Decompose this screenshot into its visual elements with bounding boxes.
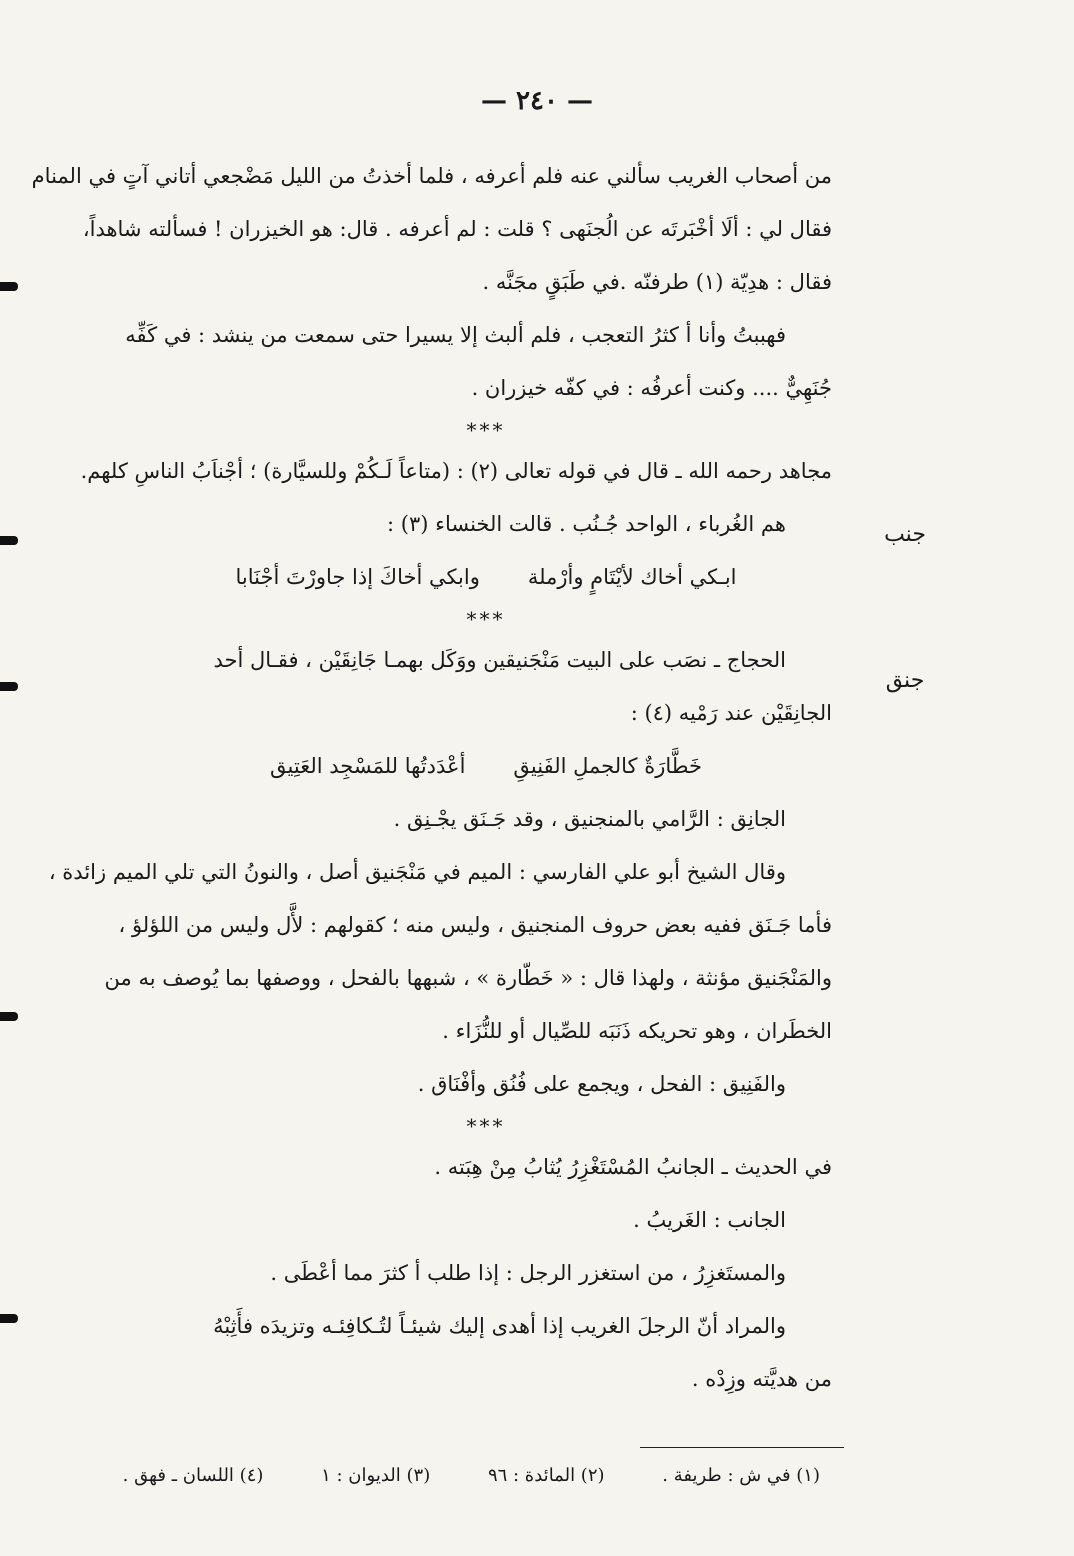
text-line: جُنَهِيٌّ .... وكنت أعرفُه : في كفّه خيزران . xyxy=(471,376,832,400)
section-separator: *** xyxy=(466,418,506,442)
edge-mark xyxy=(0,536,18,545)
text-line: وقال الشيخ أبو علي الفارسي : الميم في مَنْجَنيق أصل ، والنونُ التي تلي الميم زائدة ، xyxy=(48,860,786,884)
footnotes xyxy=(122,1456,820,1496)
margin-word-janaq: جنق xyxy=(885,668,925,693)
verse-line xyxy=(140,740,832,793)
edge-mark xyxy=(0,682,18,691)
page-number: — ٢٤٠ — xyxy=(480,86,594,116)
text-line: من هديَّته وزِدْه . xyxy=(691,1367,832,1391)
footnote-1: (١) في ش : طريفة . xyxy=(662,1465,820,1486)
text-line: في الحديث ـ الجانبُ المُسْتَغْزِرُ يُثابُ مِنْ هِبَته . xyxy=(434,1155,832,1179)
verse-hemistich: وابكي أخاكَ إذا جاورْتَ أجْنَابا xyxy=(235,565,480,589)
edge-mark xyxy=(0,1012,18,1021)
text-line: من أصحاب الغريب سألني عنه فلم أعرفه ، فلما أخذتُ من الليل مَضْجعي أتاني آتٍ في المنام xyxy=(31,164,832,188)
text-line: والمستَغزِرُ ، من استغزر الرجل : إذا طلب أ كثرَ مما أعْطَى . xyxy=(270,1261,786,1285)
margin-word-janab: جنب xyxy=(884,522,926,547)
main-text xyxy=(31,150,832,1406)
text-line: والمراد أنّ الرجلَ الغريب إذا أهدى إليك شيئـاً لتُـكافِئـه وتزيدَه فأَثِبْهُ xyxy=(213,1314,786,1338)
edge-mark xyxy=(0,1314,18,1323)
text-line: فأما جَـنَق ففيه بعض حروف المنجنيق ، وليس منه ؛ كقولهم : لأَّل وليس من اللؤلؤ ، xyxy=(118,913,832,937)
footnote-3: (٣) الديوان : ١ xyxy=(321,1465,431,1486)
text-line: والفَنِيق : الفحل ، ويجمع على فُنُق وأفْنَاق . xyxy=(417,1072,786,1096)
text-line: الخطَران ، وهو تحريكه ذَنَبَه للصِّيال أو للنُّزَاء . xyxy=(442,1019,832,1043)
text-line: والمَنْجَنيق مؤنثة ، ولهذا قال : « خَطّارة » ، شبهها بالفحل ، ووصفها بما يُوصف به من xyxy=(104,966,832,990)
verse-line xyxy=(140,551,832,604)
text-line: الجانِق : الرَّامي بالمنجنيق ، وقد جَـنَق يجْـنِق . xyxy=(393,807,786,831)
section-separator: *** xyxy=(466,1114,506,1138)
verse-hemistich: ابـكي أخاك لأيْتَامٍ وأرْملة xyxy=(527,565,737,589)
text-line: فقال : هدِيّة (١) طرفنّه .في طَبَقٍ مجَنَّه . xyxy=(482,270,832,294)
text-line: هم الغُرباء ، الواحد جُـنُب . قالت الخنساء (٣) : xyxy=(386,512,786,536)
text-line: الجانِقَيْن عند رَمْيه (٤) : xyxy=(630,701,832,725)
text-line: الحجاج ـ نصَب على البيت مَنْجَنيقين ووَكَل بهمـا جَانِقَيْن ، فقـال أحد xyxy=(213,648,786,672)
footnote-divider xyxy=(640,1447,844,1448)
section-separator: *** xyxy=(466,607,506,631)
text-line: فقال لي : ألَا أخْبَرتَه عن الُجنَهى ؟ قلت : لم أعرفه . قال: هو الخيزران ! فسألته شاهداً، xyxy=(82,217,832,241)
text-line: مجاهد رحمه الله ـ قال في قوله تعالى (٢) : (متاعاً لَـكُمْ وللسيَّارة) ؛ أجْناَبُ الناسِ كلهم. xyxy=(80,459,832,483)
text-line: فهببتُ وأنا أ كثرُ التعجب ، فلم ألبث إلا يسيرا حتى سمعت من ينشد : في كَفِّه xyxy=(125,323,786,347)
verse-hemistich: خَطَّارَةٌ كالجملِ الفَنِيقِ xyxy=(513,754,702,778)
edge-mark xyxy=(0,282,18,291)
footnote-4: (٤) اللسان ـ فهق . xyxy=(122,1465,264,1486)
footnote-2: (٢) المائدة : ٩٦ xyxy=(487,1465,605,1486)
text-line: الجانب : الغَريبُ . xyxy=(633,1208,786,1232)
verse-hemistich: أعْدَدتُها للمَسْجِد العَتِيق xyxy=(270,754,466,778)
